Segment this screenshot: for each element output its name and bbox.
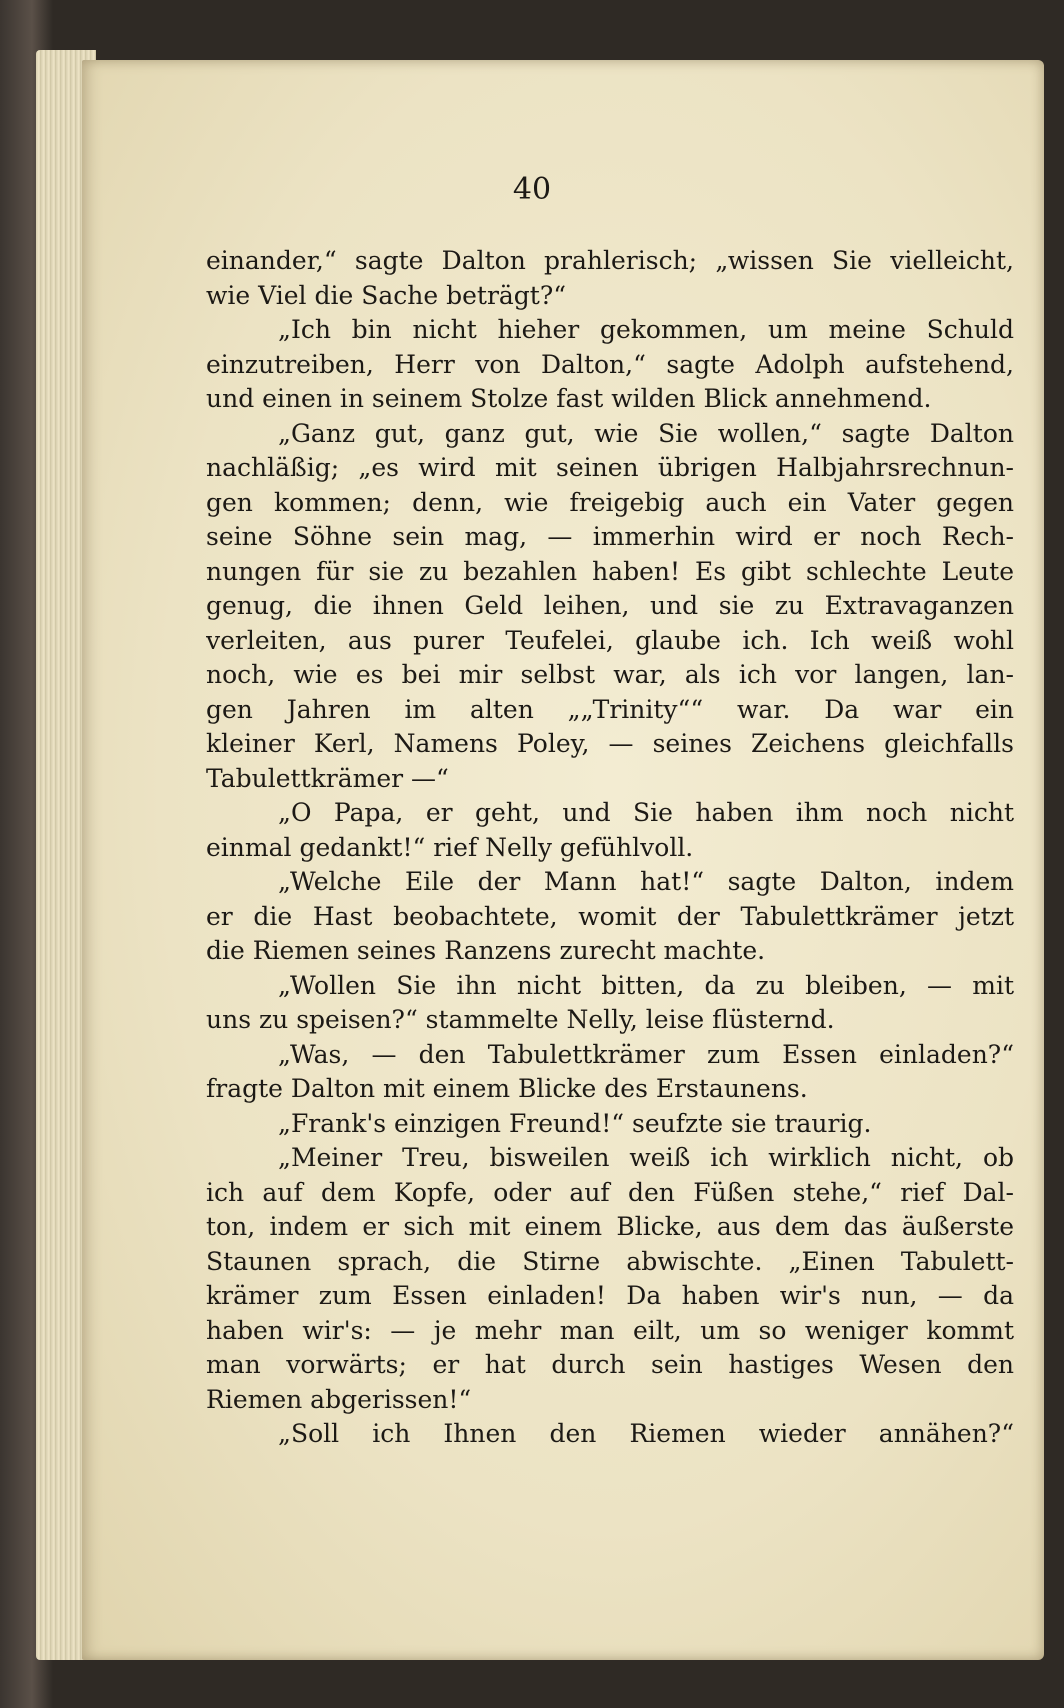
text-line: verleiten, aus purer Teufelei, glaube ich. Ich weiß wohl [206, 625, 1014, 655]
text-line: „Frank's einzigen Freund!“ seufzte sie traurig. [278, 1108, 872, 1138]
text-line: „Ganz gut, ganz gut, wie Sie wollen,“ sagte Dalton [278, 418, 1014, 448]
text-line: nachläßig; „es wird mit seinen übrigen Halbjahrsrechnun- [206, 453, 1014, 482]
text-line: einzutreiben, Herr von Dalton,“ sagte Adolph aufstehend, [206, 349, 1014, 379]
text-line: noch, wie es bei mir selbst war, als ich vor langen, lan- [206, 660, 1014, 689]
text-line: krämer zum Essen einladen! Da haben wir's nun, — da [206, 1281, 1014, 1310]
text-line: nungen für sie zu bezahlen haben! Es gibt schlechte Leute [206, 556, 1014, 586]
page-number: 40 [512, 172, 552, 207]
text-line: „O Papa, er geht, und Sie haben ihm noch nicht [278, 798, 1014, 827]
text-line: gen kommen; denn, wie freigebig auch ein Vater gegen [206, 487, 1014, 517]
text-line: er die Hast beobachtete, womit der Tabulettkrämer jetzt [206, 901, 1014, 931]
text-line: Riemen abgerissen!“ [206, 1384, 472, 1414]
text-line: ton, indem er sich mit einem Blicke, aus dem das äußerste [206, 1212, 1014, 1241]
text-line: ich auf dem Kopfe, oder auf den Füßen stehe,“ rief Dal- [206, 1177, 1014, 1207]
text-line: gen Jahren im alten „„Trinity““ war. Da war ein [206, 694, 1014, 724]
text-line: „Wollen Sie ihn nicht bitten, da zu bleiben, — mit [278, 970, 1014, 1000]
text-line: „Soll ich Ihnen den Riemen wieder annähen?“ [278, 1419, 1014, 1448]
text-line: und einen in seinem Stolze fast wilden Blick annehmend. [206, 384, 932, 413]
text-line: genug, die ihnen Geld leihen, und sie zu Extravaganzen [206, 591, 1014, 620]
text-line: kleiner Kerl, Namens Poley, — seines Zeichens gleichfalls [206, 729, 1014, 758]
text-line: wie Viel die Sache beträgt?“ [206, 280, 567, 310]
text-line: uns zu speisen?“ stammelte Nelly, leise flüsternd. [206, 1005, 835, 1034]
text-line: Tabulettkrämer —“ [206, 763, 449, 793]
text-line: „Meiner Treu, bisweilen weiß ich wirklich nicht, ob [278, 1143, 1014, 1172]
text-line: einander,“ sagte Dalton prahlerisch; „wissen Sie vielleicht, [206, 246, 1014, 275]
text-line: einmal gedankt!“ rief Nelly gefühlvoll. [206, 832, 694, 862]
text-line: „Ich bin nicht hieher gekommen, um meine Schuld [278, 315, 1014, 344]
body-text [206, 244, 1014, 1452]
text-line: seine Söhne sein mag, — immerhin wird er noch Rech- [206, 522, 1014, 551]
text-line: man vorwärts; er hat durch sein hastiges Wesen den [206, 1350, 1014, 1379]
text-line: „Welche Eile der Mann hat!“ sagte Dalton, indem [278, 867, 1014, 896]
text-line: Staunen sprach, die Stirne abwischte. „Einen Tabulett- [206, 1246, 1014, 1276]
text-line: „Was, — den Tabulettkrämer zum Essen einladen?“ [278, 1039, 1014, 1069]
text-line: haben wir's: — je mehr man eilt, um so weniger kommt [206, 1315, 1014, 1345]
text-line: fragte Dalton mit einem Blicke des Erstaunens. [206, 1074, 808, 1103]
text-line: die Riemen seines Ranzens zurecht machte. [206, 936, 766, 965]
